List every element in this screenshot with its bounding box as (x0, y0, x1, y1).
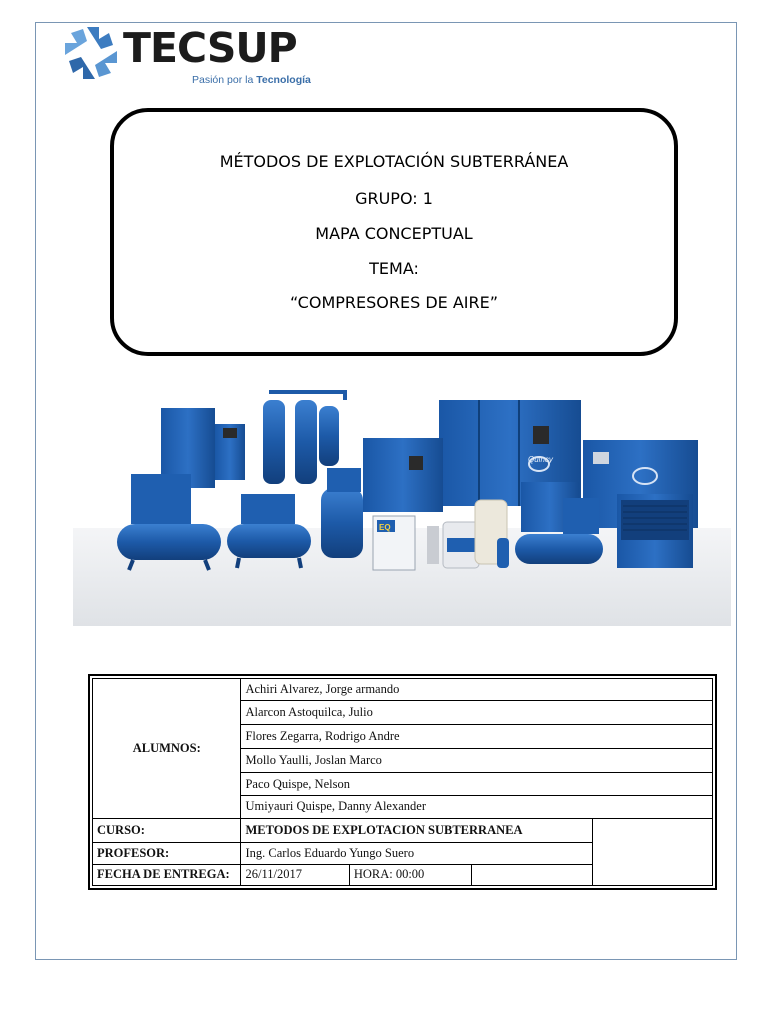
eq-badge: EQ (379, 523, 391, 532)
curso-value: METODOS DE EXPLOTACION SUBTERRANEA (241, 818, 592, 842)
student-name: Alarcon Astoquilca, Julio (241, 701, 713, 724)
fecha-label: FECHA DE ENTREGA: (93, 864, 241, 885)
logo-tagline-emphasis: Tecnología (256, 74, 311, 86)
table-row (93, 679, 713, 701)
title-course: MÉTODOS DE EXPLOTACIÓN SUBTERRÁNEA (219, 152, 569, 171)
tecsup-emblem-icon (61, 24, 121, 82)
quincy-brand-label: Quincy (528, 455, 553, 464)
info-table (92, 678, 713, 886)
student-info-table (88, 674, 717, 890)
empty-cell (592, 818, 712, 885)
title-topic: “COMPRESORES DE AIRE” (289, 293, 499, 312)
fecha-value: 26/11/2017 (241, 864, 349, 885)
table-row (93, 818, 713, 842)
alumnos-label: ALUMNOS: (93, 679, 241, 819)
title-document-type: MAPA CONCEPTUAL (315, 224, 473, 243)
student-name: Umiyauri Quispe, Danny Alexander (241, 796, 713, 818)
profesor-label: PROFESOR: (93, 843, 241, 864)
tecsup-logo (61, 24, 321, 90)
student-name: Flores Zegarra, Rodrigo Andre (241, 724, 713, 748)
logo-tagline (192, 74, 311, 86)
compressors-photo (73, 378, 731, 626)
student-name: Paco Quispe, Nelson (241, 772, 713, 795)
empty-cell (472, 864, 592, 885)
student-name: Achiri Alvarez, Jorge armando (241, 679, 713, 701)
student-name: Mollo Yaulli, Joslan Marco (241, 749, 713, 772)
title-topic-label: TEMA: (369, 259, 419, 278)
logo-tagline-prefix: Pasión por la (192, 74, 257, 86)
logo-wordmark: TECSUP (123, 24, 297, 72)
profesor-value: Ing. Carlos Eduardo Yungo Suero (241, 843, 592, 864)
title-group: GRUPO: 1 (355, 189, 433, 208)
title-box (110, 108, 678, 356)
hora-value: HORA: 00:00 (349, 864, 471, 885)
curso-label: CURSO: (93, 818, 241, 842)
